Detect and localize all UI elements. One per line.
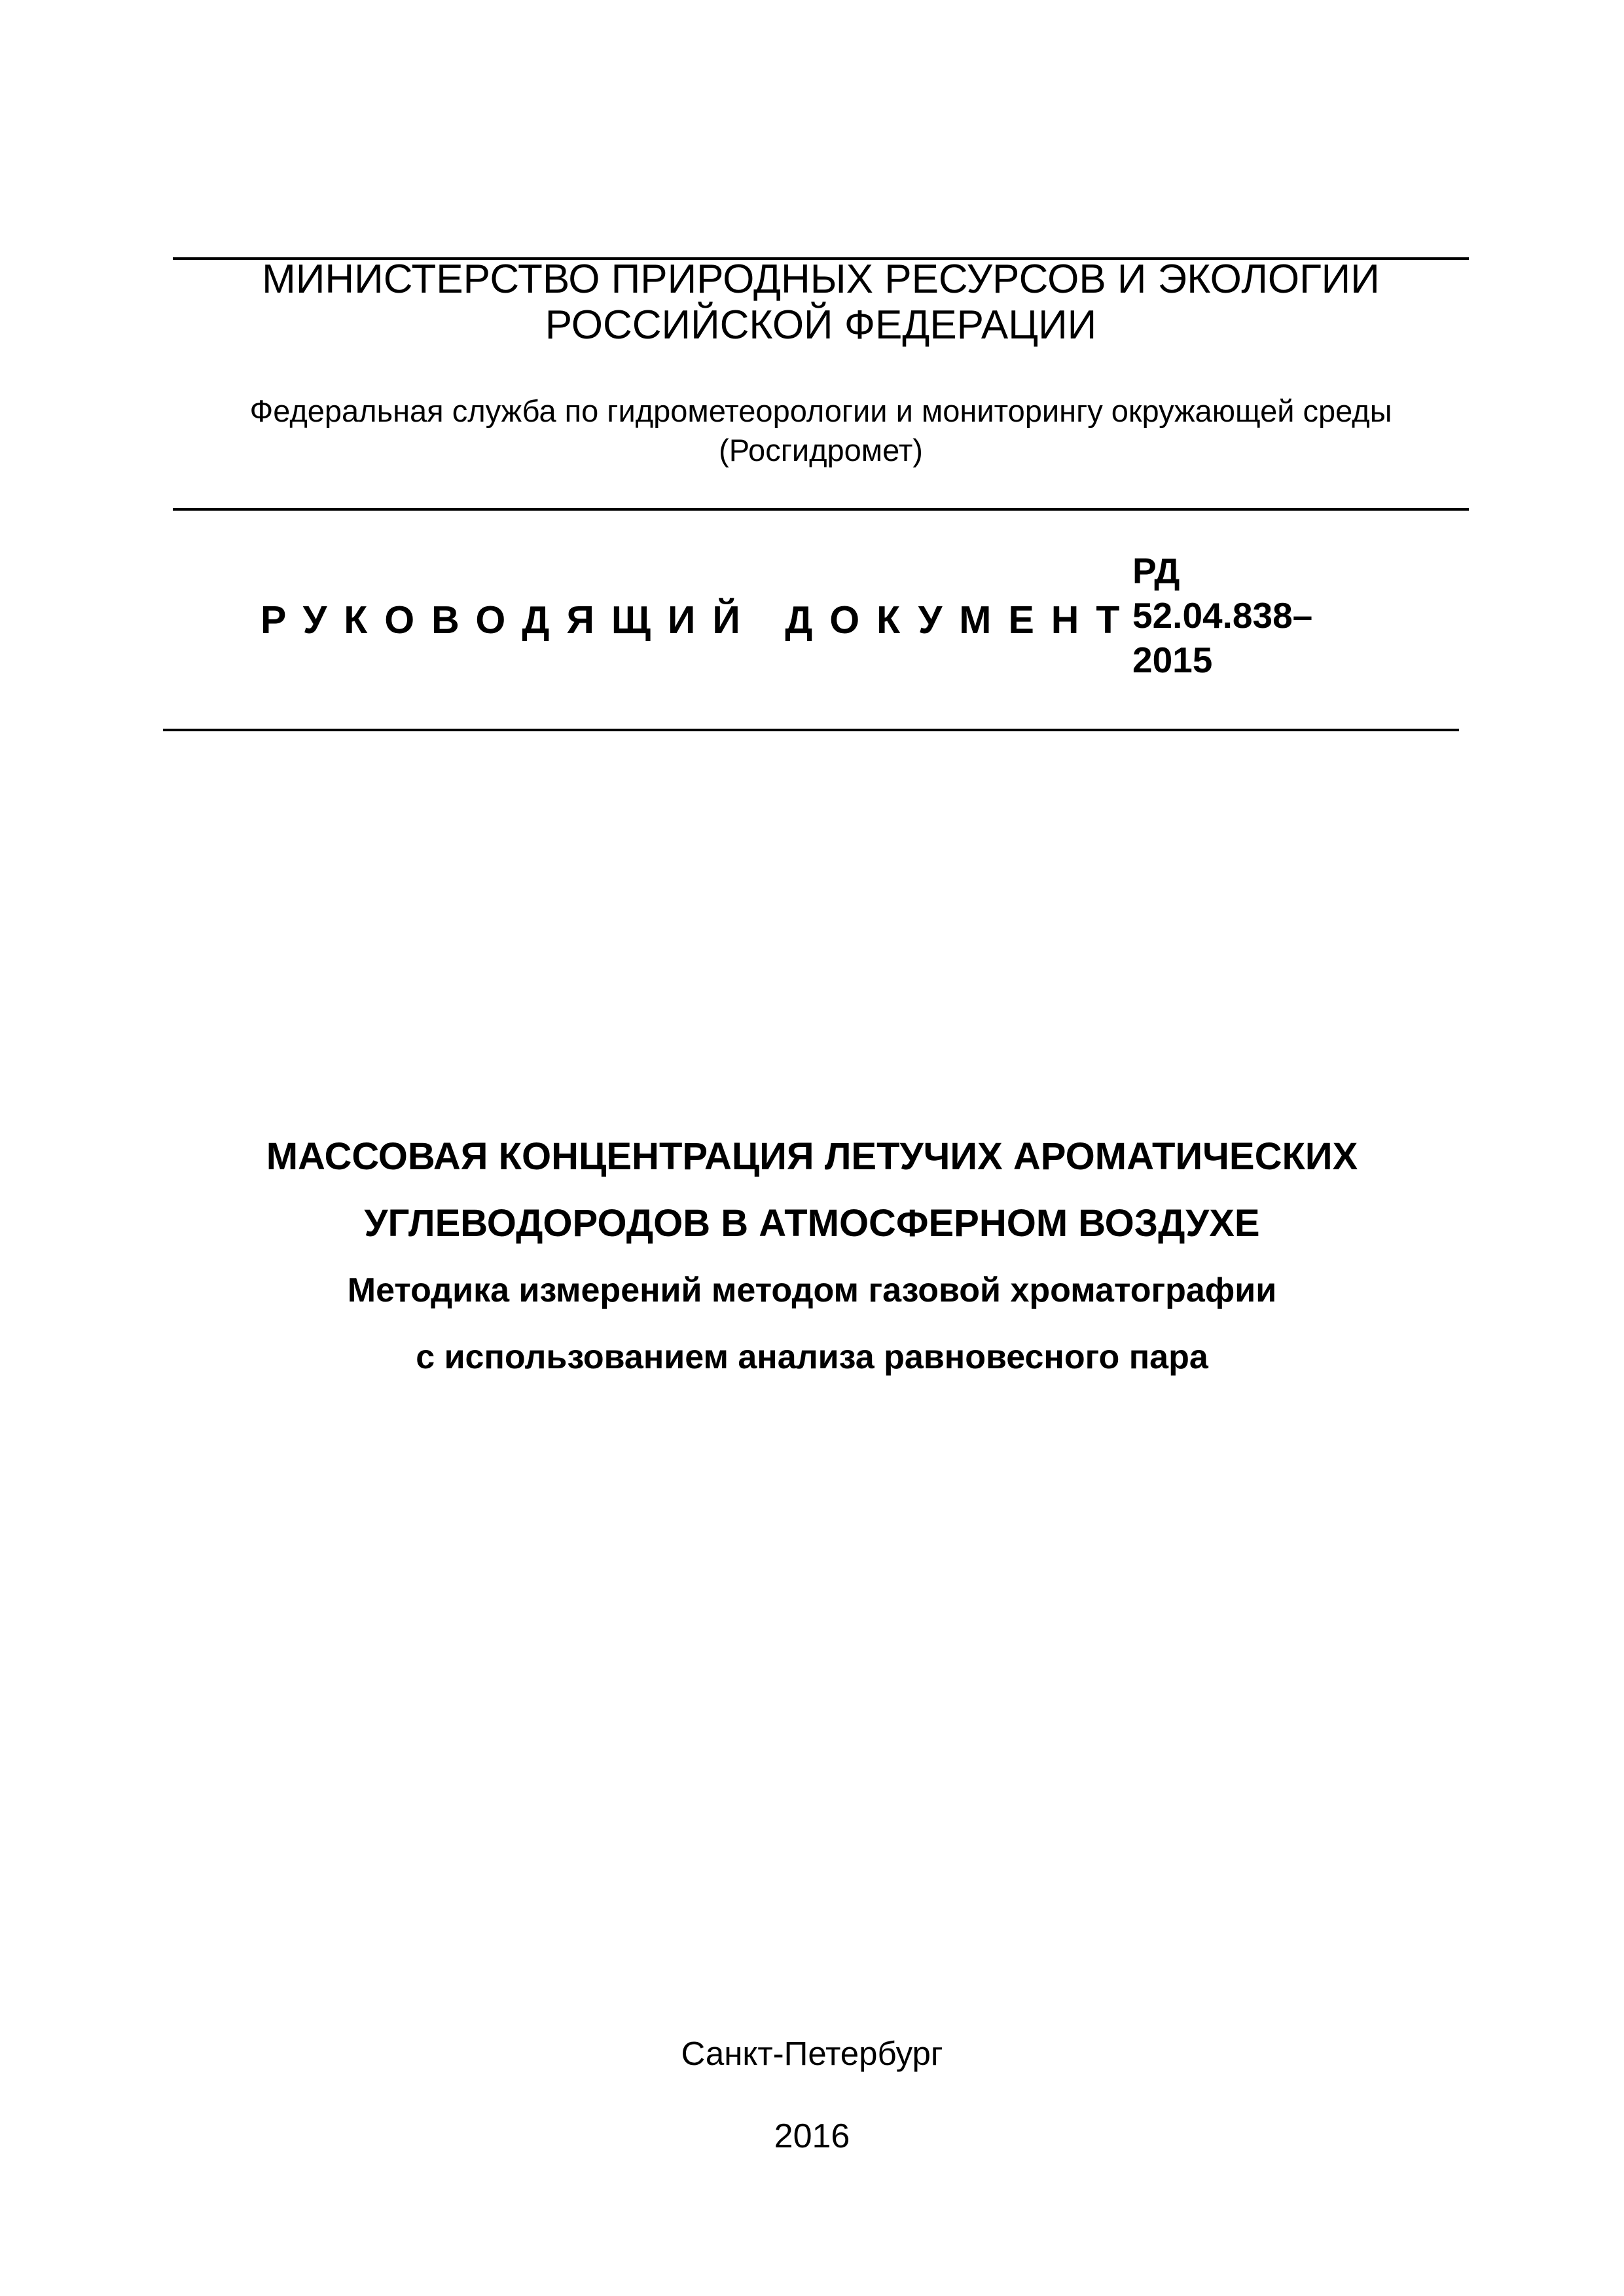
ministry-line-1: МИНИСТЕРСТВО ПРИРОДНЫХ РЕСУРСОВ И ЭКОЛОГИИ <box>262 257 1380 302</box>
document-subtitle <box>0 1257 1624 1391</box>
title-line-2: УГЛЕВОДОРОДОВ В АТМОСФЕРНОМ ВОЗДУХЕ <box>364 1202 1260 1245</box>
service-line-1: Федеральная служба по гидрометеорологии и мониторингу окружающей среды <box>249 393 1392 428</box>
document-title <box>0 1123 1624 1257</box>
publication-year: 2016 <box>774 2117 850 2155</box>
document-number-line-3: 2015 <box>1132 640 1213 680</box>
document-number <box>1132 549 1312 682</box>
publication-city: Санкт-Петербург <box>681 2035 943 2072</box>
service-name <box>173 392 1469 470</box>
service-line-2: (Росгидромет) <box>719 433 923 467</box>
title-line-1: МАССОВАЯ КОНЦЕНТРАЦИЯ ЛЕТУЧИХ АРОМАТИЧЕСКИХ <box>266 1135 1358 1178</box>
document-number-line-1: РД <box>1132 551 1180 591</box>
subtitle-line-2: с использованием анализа равновесного пара <box>416 1338 1208 1376</box>
lower-divider <box>163 729 1459 731</box>
upper-divider <box>173 508 1469 511</box>
document-number-line-2: 52.04.838– <box>1132 595 1313 636</box>
subtitle-line-1: Методика измерений методом газовой хроматографии <box>347 1271 1277 1309</box>
ministry-name <box>173 257 1469 348</box>
ministry-line-2: РОССИЙСКОЙ ФЕДЕРАЦИИ <box>545 302 1097 348</box>
document-type-label: РУКОВОДЯЩИЙ ДОКУМЕНТ <box>261 598 1137 642</box>
